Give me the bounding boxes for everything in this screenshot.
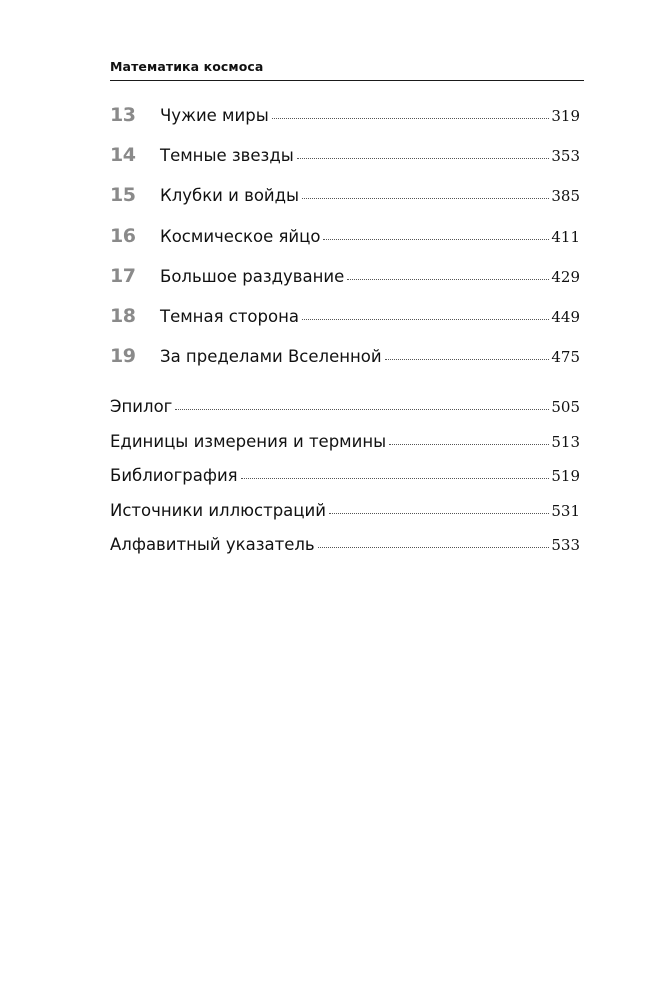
toc-chapter-row[interactable] <box>110 225 580 265</box>
running-title: Математика космоса <box>110 59 264 74</box>
chapter-title: Чужие миры <box>160 106 269 125</box>
dot-leader <box>175 408 549 410</box>
toc-chapter-row[interactable] <box>110 345 580 385</box>
chapter-number: 15 <box>110 184 136 207</box>
toc-back-matter-row[interactable] <box>110 397 580 432</box>
page-number: 531 <box>551 501 580 520</box>
dot-leader <box>302 318 549 320</box>
chapter-number: 14 <box>110 144 136 167</box>
dot-leader <box>329 512 549 514</box>
chapter-number: 13 <box>110 104 136 126</box>
toc-chapter-row[interactable] <box>110 144 580 184</box>
page-number: 513 <box>551 432 580 451</box>
chapter-title: Космическое яйцо <box>160 226 321 246</box>
chapter-title: Темная сторона <box>160 306 299 326</box>
page-number: 319 <box>551 107 580 125</box>
dot-leader <box>323 238 549 240</box>
toc-chapter-row[interactable] <box>110 104 580 144</box>
toc-back-matter-row[interactable] <box>110 535 580 570</box>
dot-leader <box>302 197 549 199</box>
chapter-number: 17 <box>110 264 136 287</box>
page-number: 533 <box>551 536 580 554</box>
toc-back-matter-list <box>110 397 580 570</box>
page-number: 411 <box>551 227 580 246</box>
toc-chapter-row[interactable] <box>110 184 580 224</box>
page-number: 449 <box>551 307 580 326</box>
back-matter-title: Источники иллюстраций <box>110 500 326 520</box>
back-matter-title: Эпилог <box>110 397 173 416</box>
page-number: 519 <box>551 467 580 485</box>
chapter-title: Клубки и войды <box>160 186 300 206</box>
dot-leader <box>272 117 550 119</box>
toc-chapter-row[interactable] <box>110 265 580 305</box>
chapter-title: Большое раздувание <box>160 266 345 286</box>
page-number: 385 <box>551 187 580 206</box>
back-matter-title: Библиография <box>110 466 238 485</box>
running-header <box>110 58 584 81</box>
page-number: 475 <box>551 348 580 367</box>
dot-leader <box>389 443 549 445</box>
dot-leader <box>347 278 549 280</box>
toc-back-matter-row[interactable] <box>110 466 580 501</box>
toc-chapter-row[interactable] <box>110 305 580 345</box>
toc-chapter-list <box>110 104 580 385</box>
toc-back-matter-row[interactable] <box>110 432 580 467</box>
toc-back-matter-row[interactable] <box>110 501 580 536</box>
dot-leader <box>385 358 550 360</box>
page-number: 353 <box>551 147 580 166</box>
back-matter-title: Алфавитный указатель <box>110 535 315 554</box>
dot-leader <box>241 477 550 479</box>
chapter-number: 19 <box>110 345 136 368</box>
page-number: 505 <box>551 398 580 416</box>
back-matter-title: Единицы измерения и термины <box>110 431 387 451</box>
chapter-number: 18 <box>110 304 136 327</box>
dot-leader <box>318 546 550 548</box>
page-number: 429 <box>551 267 580 286</box>
dot-leader <box>297 157 550 159</box>
chapter-number: 16 <box>110 224 136 247</box>
chapter-title: За пределами Вселенной <box>160 347 382 367</box>
chapter-title: Темные звезды <box>160 146 294 166</box>
